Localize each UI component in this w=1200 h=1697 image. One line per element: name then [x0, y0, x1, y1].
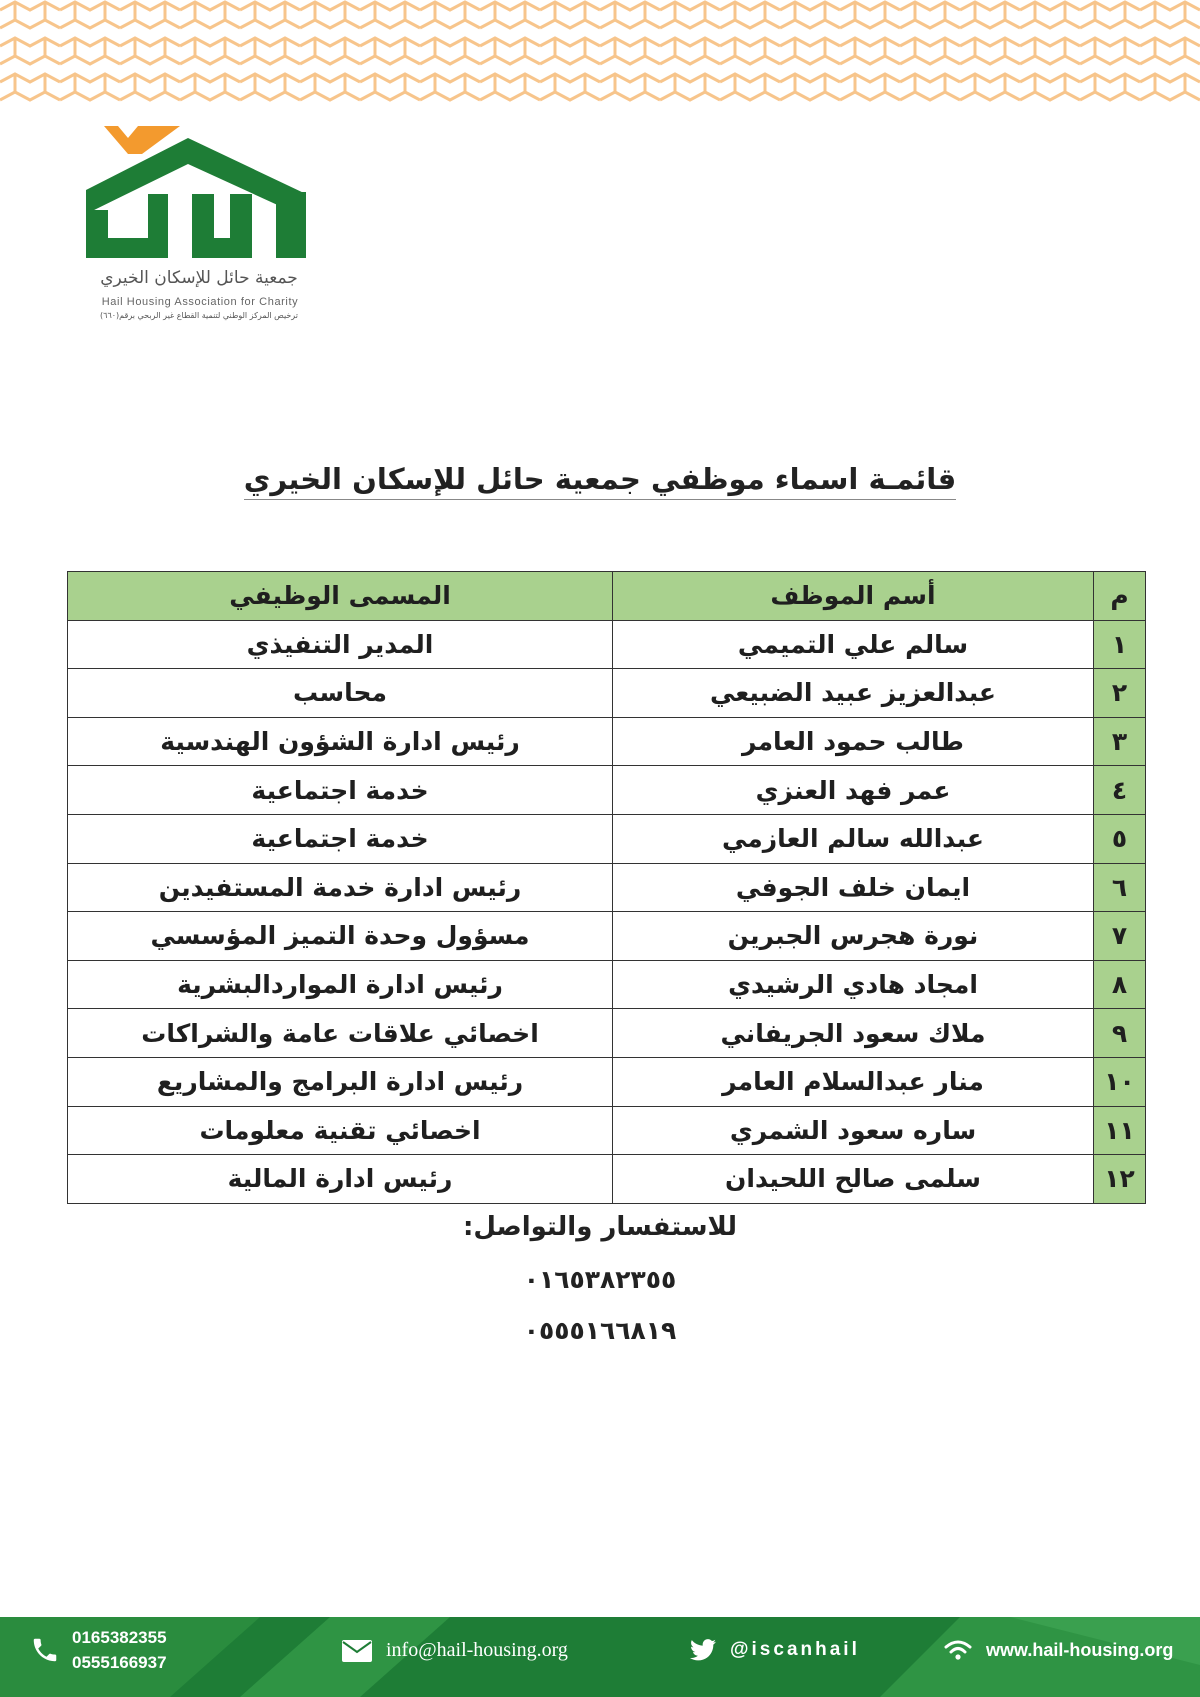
contact-label: للاستفسار والتواصل: — [462, 1212, 738, 1242]
header-pattern — [0, 0, 1200, 108]
employee-name: عبدالعزيز عبيد الضبيعي — [613, 669, 1094, 718]
job-title: خدمة اجتماعية — [68, 766, 613, 815]
row-number: ١٢ — [1094, 1155, 1146, 1204]
table-row — [68, 960, 1146, 1009]
twitter-icon — [690, 1639, 716, 1661]
employee-name: منار عبدالسلام العامر — [613, 1057, 1094, 1106]
job-title: اخصائي علاقات عامة والشراكات — [68, 1009, 613, 1058]
header-name: أسم الموظف — [613, 572, 1094, 621]
row-number: ١١ — [1094, 1106, 1146, 1155]
table-row — [68, 1057, 1146, 1106]
table-row — [68, 1155, 1146, 1204]
row-number: ١ — [1094, 620, 1146, 669]
job-title: رئيس ادارة خدمة المستفيدين — [68, 863, 613, 912]
row-number: ٦ — [1094, 863, 1146, 912]
footer-phones — [30, 1625, 167, 1675]
contact-phone-1: ٠١٦٥٣٨٢٣٥٥ — [523, 1265, 677, 1294]
table-row — [68, 1106, 1146, 1155]
table-row — [68, 912, 1146, 961]
job-title: محاسب — [68, 669, 613, 718]
table-row — [68, 1009, 1146, 1058]
row-number: ٨ — [1094, 960, 1146, 1009]
wifi-icon — [944, 1639, 972, 1661]
table-row — [68, 669, 1146, 718]
job-title: رئيس ادارة المالية — [68, 1155, 613, 1204]
row-number: ٣ — [1094, 717, 1146, 766]
footer-email-text[interactable]: info@hail-housing.org — [386, 1639, 568, 1661]
table-row — [68, 766, 1146, 815]
employee-name: امجاد هادي الرشيدي — [613, 960, 1094, 1009]
footer-phone-2[interactable]: 0555166937 — [72, 1653, 167, 1672]
footer-website-url[interactable]: www.hail-housing.org — [986, 1639, 1174, 1660]
logo-license-text: ترخيص المركز الوطني لتنمية القطاع غير الربحي برقم(٦٦٠) — [100, 311, 298, 320]
employee-name: سالم علي التميمي — [613, 620, 1094, 669]
employee-name: عبدالله سالم العازمي — [613, 814, 1094, 863]
table-header-row — [68, 572, 1146, 621]
row-number: ٤ — [1094, 766, 1146, 815]
row-number: ١٠ — [1094, 1057, 1146, 1106]
logo-name-english: Hail Housing Association for Charity — [101, 296, 299, 308]
employee-name: ملاك سعود الجريفاني — [613, 1009, 1094, 1058]
email-icon — [342, 1640, 372, 1662]
employee-name: سلمى صالح اللحيدان — [613, 1155, 1094, 1204]
job-title: مسؤول وحدة التميز المؤسسي — [68, 912, 613, 961]
footer-twitter-handle[interactable]: @iscanhail — [730, 1639, 860, 1660]
logo-name-arabic: جمعية حائل للإسكان الخيري — [100, 268, 298, 288]
footer-twitter[interactable] — [690, 1639, 860, 1661]
job-title: اخصائي تقنية معلومات — [68, 1106, 613, 1155]
job-title: رئيس ادارة البرامج والمشاريع — [68, 1057, 613, 1106]
row-number: ٥ — [1094, 814, 1146, 863]
footer-bar — [0, 1617, 1200, 1697]
footer-website[interactable] — [944, 1639, 1173, 1661]
staff-table — [67, 571, 1146, 1204]
employee-name: ايمان خلف الجوفي — [613, 863, 1094, 912]
document-title: قائمـة اسماء موظفي جمعية حائل للإسكان الخيري — [0, 462, 1200, 496]
phone-icon — [30, 1635, 60, 1665]
row-number: ٧ — [1094, 912, 1146, 961]
job-title: خدمة اجتماعية — [68, 814, 613, 863]
table-row — [68, 717, 1146, 766]
header-title: المسمى الوظيفي — [68, 572, 613, 621]
header-num: م — [1094, 572, 1146, 621]
table-row — [68, 814, 1146, 863]
employee-name: ساره سعود الشمري — [613, 1106, 1094, 1155]
employee-name: نورة هجرس الجبرين — [613, 912, 1094, 961]
employee-name: عمر فهد العنزي — [613, 766, 1094, 815]
job-title: رئيس ادارة الشؤون الهندسية — [68, 717, 613, 766]
row-number: ٩ — [1094, 1009, 1146, 1058]
footer-phone-1[interactable]: 0165382355 — [72, 1628, 167, 1647]
table-row — [68, 863, 1146, 912]
employee-name: طالب حمود العامر — [613, 717, 1094, 766]
footer-email[interactable] — [342, 1639, 568, 1662]
table-row — [68, 620, 1146, 669]
row-number: ٢ — [1094, 669, 1146, 718]
contact-phone-2: ٠٥٥٥١٦٦٨١٩ — [523, 1316, 677, 1345]
job-title: رئيس ادارة المواردالبشرية — [68, 960, 613, 1009]
job-title: المدير التنفيذي — [68, 620, 613, 669]
